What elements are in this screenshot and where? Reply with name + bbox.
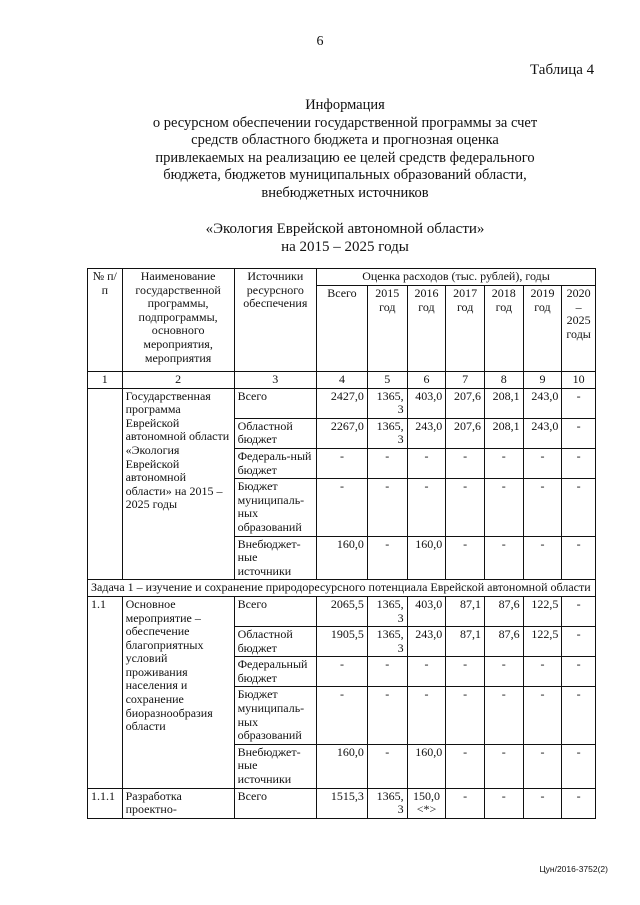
- cell-value: 150,0 <*>: [407, 788, 446, 818]
- cell-value: -: [317, 448, 368, 478]
- header-year: 2015 год: [367, 286, 407, 372]
- column-number-row: [88, 372, 596, 389]
- cell-value: -: [446, 479, 485, 536]
- header-year: 2016 год: [407, 286, 446, 372]
- cell-value: 243,0: [523, 388, 562, 418]
- cell-value: -: [562, 388, 596, 418]
- heading-line: Информация: [305, 97, 385, 113]
- cell-value: 87,1: [446, 627, 485, 657]
- cell-value: 1365,3: [367, 388, 407, 418]
- cell-value: -: [446, 687, 485, 744]
- cell-value: -: [446, 657, 485, 687]
- col-number: 8: [484, 372, 523, 389]
- table-row: [88, 788, 596, 818]
- row-source: Областной бюджет: [234, 418, 316, 448]
- cell-value: -: [562, 687, 596, 744]
- task-row: [88, 580, 596, 597]
- cell-value: 1905,5: [317, 627, 368, 657]
- row-num: 1.1.1: [88, 788, 123, 818]
- row-source: Внебюджет-ные источники: [234, 536, 316, 580]
- cell-value: 160,0: [317, 744, 368, 788]
- cell-value: 208,1: [484, 388, 523, 418]
- col-number: 4: [317, 372, 368, 389]
- table-row: [88, 596, 596, 626]
- cell-value: -: [562, 744, 596, 788]
- cell-value: 160,0: [407, 744, 446, 788]
- cell-value: -: [562, 418, 596, 448]
- cell-value: -: [562, 479, 596, 536]
- cell-value: -: [523, 744, 562, 788]
- row-name: Государственная программа Еврейской автономной области «Экология Еврейской автономной области» на 2015 – 2025 годы: [122, 388, 234, 580]
- heading-line: внебюджетных источников: [261, 184, 429, 201]
- page-number: 6: [316, 34, 324, 49]
- cell-value: 403,0: [407, 388, 446, 418]
- cell-value: -: [562, 657, 596, 687]
- cell-value: 122,5: [523, 596, 562, 626]
- row-source: Федераль-ный бюджет: [234, 448, 316, 478]
- cell-value: 87,1: [446, 596, 485, 626]
- header-year: 2020 – 2025 годы: [562, 286, 596, 372]
- cell-value: -: [523, 536, 562, 580]
- program-title: «Экология Еврейской автономной области»: [205, 221, 485, 237]
- cell-value: -: [407, 448, 446, 478]
- cell-value: -: [562, 448, 596, 478]
- heading-line: бюджета, бюджетов муниципальных образований области,: [163, 167, 527, 183]
- col-number: 6: [407, 372, 446, 389]
- cell-value: -: [484, 788, 523, 818]
- heading-line: привлекаемых на реализацию ее целей средств федерального: [155, 149, 535, 166]
- cell-value: -: [367, 536, 407, 580]
- document-heading: [95, 97, 595, 202]
- col-number: 5: [367, 372, 407, 389]
- cell-value: 1515,3: [317, 788, 368, 818]
- cell-value: -: [562, 788, 596, 818]
- col-number: 2: [122, 372, 234, 389]
- cell-value: -: [367, 479, 407, 536]
- cell-value: -: [407, 687, 446, 744]
- row-source: Областной бюджет: [234, 627, 316, 657]
- table-header-row-1: [88, 269, 596, 286]
- header-name: Наименование государственной программы, подпрограммы, основного мероприятия, мероприятия: [122, 269, 234, 372]
- cell-value: -: [446, 448, 485, 478]
- resource-table: [87, 268, 596, 819]
- cell-value: 1365,3: [367, 596, 407, 626]
- header-sources: Источники ресурсного обеспечения: [234, 269, 316, 372]
- cell-value: -: [484, 536, 523, 580]
- cell-value: 207,6: [446, 418, 485, 448]
- cell-value: -: [523, 657, 562, 687]
- cell-value: 208,1: [484, 418, 523, 448]
- cell-value: 207,6: [446, 388, 485, 418]
- row-num: [88, 388, 123, 580]
- cell-value: -: [367, 687, 407, 744]
- row-source: Всего: [234, 388, 316, 418]
- cell-value: -: [523, 479, 562, 536]
- cell-value: -: [446, 744, 485, 788]
- cell-value: 243,0: [523, 418, 562, 448]
- cell-value: -: [562, 536, 596, 580]
- cell-value: 2065,5: [317, 596, 368, 626]
- cell-value: 160,0: [407, 536, 446, 580]
- cell-value: -: [484, 687, 523, 744]
- cell-value: -: [484, 744, 523, 788]
- header-total: Всего: [317, 286, 368, 372]
- cell-value: -: [446, 788, 485, 818]
- cell-value: -: [367, 448, 407, 478]
- heading-line: о ресурсном обеспечении государственной программы за счет: [152, 114, 538, 131]
- cell-value: -: [407, 657, 446, 687]
- cell-value: 87,6: [484, 627, 523, 657]
- cell-value: -: [317, 657, 368, 687]
- cell-value: 2267,0: [317, 418, 368, 448]
- table-row: [88, 388, 596, 418]
- cell-value: 1365,3: [367, 627, 407, 657]
- row-source: Бюджет муниципаль-ных образований: [234, 479, 316, 536]
- cell-value: 243,0: [407, 418, 446, 448]
- cell-value: 160,0: [317, 536, 368, 580]
- cell-value: 2427,0: [317, 388, 368, 418]
- col-number: 1: [88, 372, 123, 389]
- cell-value: -: [523, 788, 562, 818]
- row-source: Всего: [234, 788, 316, 818]
- cell-value: -: [317, 687, 368, 744]
- program-years: на 2015 – 2025 годы: [281, 239, 409, 255]
- cell-value: -: [446, 536, 485, 580]
- row-source: Всего: [234, 596, 316, 626]
- header-year: 2019 год: [523, 286, 562, 372]
- cell-value: -: [562, 596, 596, 626]
- col-number: 10: [562, 372, 596, 389]
- cell-value: -: [562, 627, 596, 657]
- cell-value: -: [367, 744, 407, 788]
- cell-value: 403,0: [407, 596, 446, 626]
- cell-value: -: [484, 448, 523, 478]
- col-number: 7: [446, 372, 485, 389]
- row-source: Бюджет муниципаль-ных образований: [234, 687, 316, 744]
- cell-value: 1365,3: [367, 418, 407, 448]
- cell-value: -: [523, 687, 562, 744]
- row-source: Внебюджет-ные источники: [234, 744, 316, 788]
- row-source: Федеральный бюджет: [234, 657, 316, 687]
- cell-value: -: [367, 657, 407, 687]
- row-name: Основное мероприятие – обеспечение благоприятных условий проживания населения и сохранение биоразнообразия области: [122, 596, 234, 788]
- table-number: Таблица 4: [530, 62, 595, 78]
- cell-value: -: [484, 657, 523, 687]
- col-number: 3: [234, 372, 316, 389]
- header-num: № п/п: [88, 269, 123, 372]
- cell-value: -: [317, 479, 368, 536]
- cell-value: 122,5: [523, 627, 562, 657]
- footer-code: Цун/2016-3752(2): [539, 864, 608, 874]
- program-subtitle: [95, 220, 595, 256]
- cell-value: -: [484, 479, 523, 536]
- cell-value: -: [407, 479, 446, 536]
- header-year: 2017 год: [446, 286, 485, 372]
- cell-value: 1365,3: [367, 788, 407, 818]
- col-number: 9: [523, 372, 562, 389]
- cell-value: 243,0: [407, 627, 446, 657]
- cell-value: -: [523, 448, 562, 478]
- task-1-title: Задача 1 – изучение и сохранение природоресурсного потенциала Еврейской автономной области: [88, 580, 596, 597]
- header-year: 2018 год: [484, 286, 523, 372]
- heading-line: средств областного бюджета и прогнозная оценка: [191, 132, 499, 148]
- header-estimate: Оценка расходов (тыс. рублей), годы: [317, 269, 596, 286]
- cell-value: 87,6: [484, 596, 523, 626]
- row-num: 1.1: [88, 596, 123, 788]
- row-name: Разработка проектно-: [122, 788, 234, 818]
